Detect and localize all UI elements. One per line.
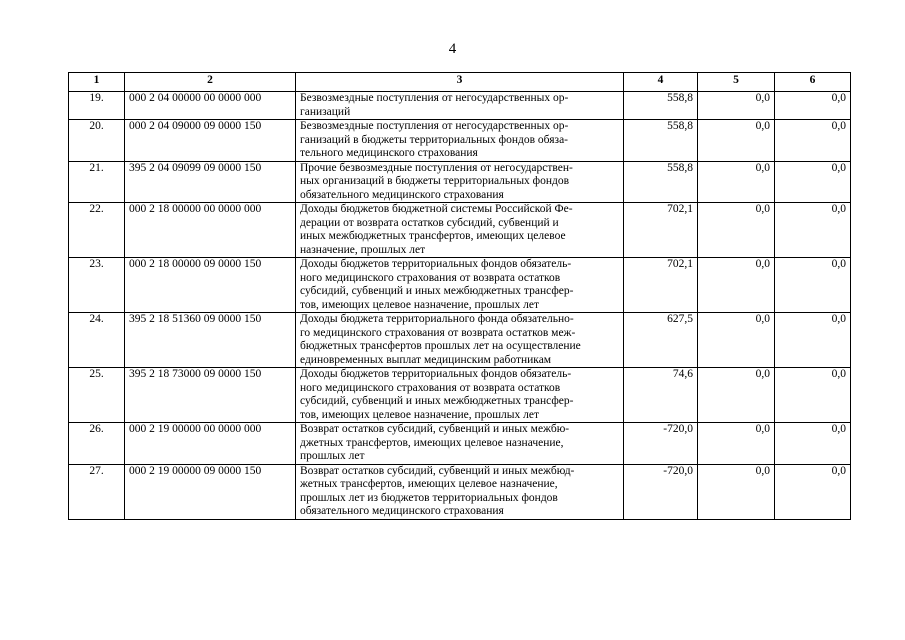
row-number: 21. bbox=[69, 161, 125, 203]
row-number: 25. bbox=[69, 368, 125, 423]
budget-revenue-table bbox=[68, 72, 851, 520]
value-col-6: 0,0 bbox=[775, 161, 851, 203]
row-number: 24. bbox=[69, 313, 125, 368]
budget-code: 000 2 19 00000 00 0000 000 bbox=[125, 423, 296, 465]
value-col-5: 0,0 bbox=[698, 258, 775, 313]
value-col-6: 0,0 bbox=[775, 120, 851, 162]
table-header-row bbox=[69, 73, 851, 92]
table-row bbox=[69, 368, 851, 423]
revenue-name: Доходы бюджетов бюджетной системы Российской Фе- дерации от возврата остатков субсидий, субвенций и иных межбюджетных трансфертов, имеющих целевое назначение, прошлых лет bbox=[296, 203, 624, 258]
header-cell: 3 bbox=[296, 73, 624, 92]
table-row bbox=[69, 313, 851, 368]
page-number: 4 bbox=[448, 41, 457, 57]
value-col-5: 0,0 bbox=[698, 313, 775, 368]
budget-code: 395 2 18 73000 09 0000 150 bbox=[125, 368, 296, 423]
table-row bbox=[69, 92, 851, 120]
value-col-4: 558,8 bbox=[624, 92, 698, 120]
table-row bbox=[69, 464, 851, 519]
budget-code: 000 2 18 00000 09 0000 150 bbox=[125, 258, 296, 313]
value-col-4: -720,0 bbox=[624, 423, 698, 465]
value-col-6: 0,0 bbox=[775, 92, 851, 120]
budget-code: 395 2 04 09099 09 0000 150 bbox=[125, 161, 296, 203]
value-col-6: 0,0 bbox=[775, 313, 851, 368]
revenue-name: Безвозмездные поступления от негосударственных ор- ганизаций в бюджеты территориальных фондов обяза- тельного медицинского страхования bbox=[296, 120, 624, 162]
value-col-5: 0,0 bbox=[698, 464, 775, 519]
header-cell: 5 bbox=[698, 73, 775, 92]
header-cell: 4 bbox=[624, 73, 698, 92]
budget-code: 000 2 18 00000 00 0000 000 bbox=[125, 203, 296, 258]
header-cell: 6 bbox=[775, 73, 851, 92]
value-col-6: 0,0 bbox=[775, 203, 851, 258]
revenue-name: Доходы бюджетов территориальных фондов обязатель- ного медицинского страхования от возврата остатков субсидий, субвенций и иных межбюджетных трансфер- тов, имеющих целевое назначение, прошлых лет bbox=[296, 368, 624, 423]
header-cell: 1 bbox=[69, 73, 125, 92]
value-col-4: 558,8 bbox=[624, 161, 698, 203]
value-col-5: 0,0 bbox=[698, 161, 775, 203]
revenue-name: Доходы бюджетов территориальных фондов обязатель- ного медицинского страхования от возврата остатков субсидий, субвенций и иных межбюджетных трансфер- тов, имеющих целевое назначение, прошлых лет bbox=[296, 258, 624, 313]
revenue-name: Доходы бюджета территориального фонда обязательно- го медицинского страхования от возврата остатков меж- бюджетных трансфертов прошлых лет на осуществление единовременных выплат медицинским работникам bbox=[296, 313, 624, 368]
budget-code: 000 2 04 09000 09 0000 150 bbox=[125, 120, 296, 162]
value-col-6: 0,0 bbox=[775, 423, 851, 465]
revenue-name: Возврат остатков субсидий, субвенций и иных межбюд- жетных трансфертов, имеющих целевое назначение, прошлых лет из бюджетов территориальных фондов обязательного медицинского страхования bbox=[296, 464, 624, 519]
revenue-name: Безвозмездные поступления от негосударственных ор- ганизаций bbox=[296, 92, 624, 120]
budget-code: 395 2 18 51360 09 0000 150 bbox=[125, 313, 296, 368]
table-row bbox=[69, 258, 851, 313]
value-col-4: 558,8 bbox=[624, 120, 698, 162]
table-row bbox=[69, 423, 851, 465]
table-row bbox=[69, 120, 851, 162]
value-col-6: 0,0 bbox=[775, 464, 851, 519]
row-number: 20. bbox=[69, 120, 125, 162]
row-number: 19. bbox=[69, 92, 125, 120]
value-col-4: -720,0 bbox=[624, 464, 698, 519]
budget-code: 000 2 04 00000 00 0000 000 bbox=[125, 92, 296, 120]
row-number: 26. bbox=[69, 423, 125, 465]
row-number: 27. bbox=[69, 464, 125, 519]
header-cell: 2 bbox=[125, 73, 296, 92]
value-col-5: 0,0 bbox=[698, 92, 775, 120]
value-col-4: 702,1 bbox=[624, 203, 698, 258]
budget-code: 000 2 19 00000 09 0000 150 bbox=[125, 464, 296, 519]
value-col-4: 702,1 bbox=[624, 258, 698, 313]
value-col-5: 0,0 bbox=[698, 368, 775, 423]
row-number: 22. bbox=[69, 203, 125, 258]
revenue-name: Прочие безвозмездные поступления от негосударствен- ных организаций в бюджеты территориальных фондов обязательного медицинского страхования bbox=[296, 161, 624, 203]
value-col-6: 0,0 bbox=[775, 258, 851, 313]
value-col-5: 0,0 bbox=[698, 423, 775, 465]
table-row bbox=[69, 203, 851, 258]
revenue-name: Возврат остатков субсидий, субвенций и иных межбю- джетных трансфертов, имеющих целевое назначение, прошлых лет bbox=[296, 423, 624, 465]
value-col-6: 0,0 bbox=[775, 368, 851, 423]
value-col-4: 74,6 bbox=[624, 368, 698, 423]
value-col-4: 627,5 bbox=[624, 313, 698, 368]
table-row bbox=[69, 161, 851, 203]
value-col-5: 0,0 bbox=[698, 120, 775, 162]
value-col-5: 0,0 bbox=[698, 203, 775, 258]
row-number: 23. bbox=[69, 258, 125, 313]
